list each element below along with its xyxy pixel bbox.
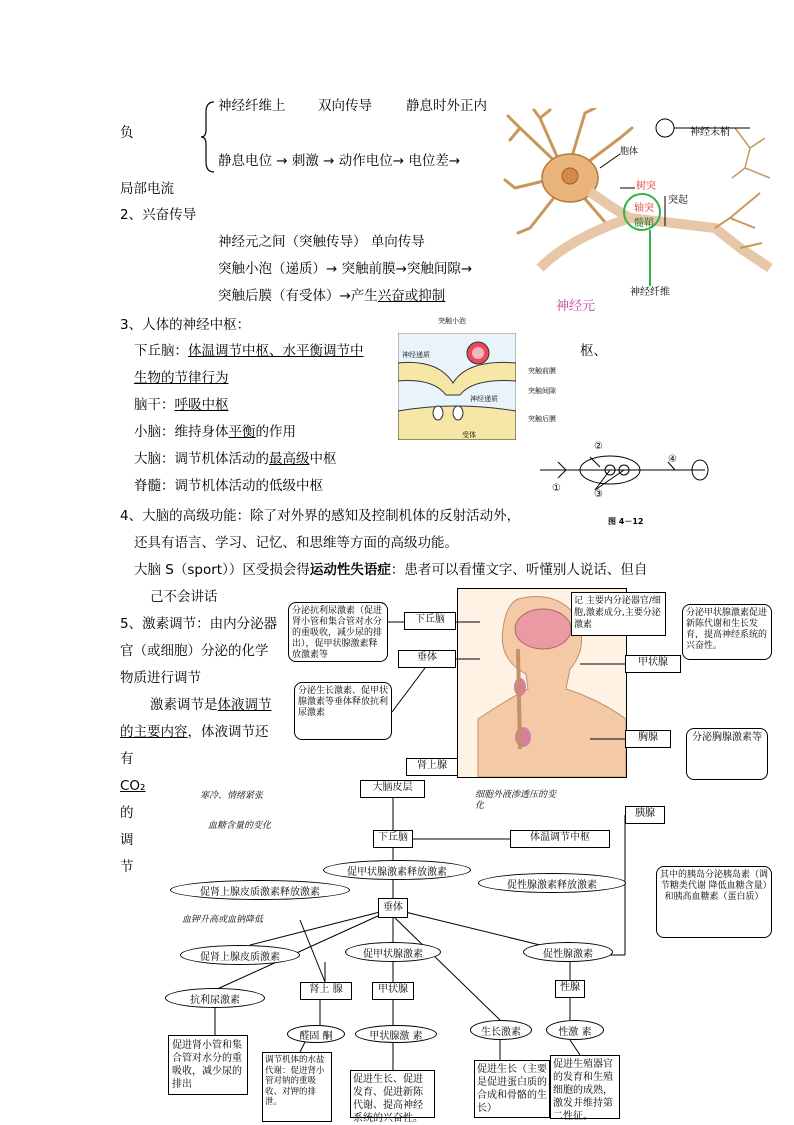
flow-adh: 抗利尿激素 bbox=[165, 988, 265, 1008]
flow-gh-fn: 促进生长（主要是促进蛋白质的合成和骨骼的生长） bbox=[474, 1060, 550, 1118]
s4-line1: 4、大脑的高级功能：除了对外界的感知及控制机体的反射活动外， bbox=[120, 508, 521, 524]
flow-thyroid: 甲状腺 bbox=[372, 982, 414, 1000]
flow-osmotic: 细胞外液渗透压的变化 bbox=[475, 790, 557, 811]
endo-adrenal: 肾上腺 bbox=[406, 758, 458, 776]
flow-tsh: 促甲状腺激素 bbox=[345, 942, 441, 962]
label-nerve-ending: 神经末梢 bbox=[690, 127, 730, 138]
reflex-3: ③ bbox=[594, 489, 603, 500]
endo-pituitary: 垂体 bbox=[398, 650, 456, 668]
flow-aldosterone: 醛固 酮 bbox=[287, 1025, 345, 1043]
flow-pituitary: 垂体 bbox=[378, 898, 408, 918]
s4-line4: 己不会讲话 bbox=[150, 589, 218, 605]
label-soma: 胞体 bbox=[620, 147, 639, 157]
flow-gh: 生长激素 bbox=[470, 1020, 532, 1040]
flow-sex-fn: 促进生殖器官的发育和生殖细胞的成熟，激发并维持第二性征。 bbox=[550, 1055, 620, 1119]
reflex-arc-figure bbox=[540, 442, 715, 504]
flow-aldo-fn: 调节机体的水盐代谢：促进肾小管对钠的重吸收、对钾的排泄。 bbox=[262, 1052, 332, 1122]
label-neuron: 神经元 bbox=[556, 299, 596, 314]
syn-post: 突触后膜 bbox=[528, 415, 556, 423]
endo-hypothalamus: 下丘脑 bbox=[404, 612, 456, 630]
s5-line5: 的主要内容，体液调节还 bbox=[120, 724, 269, 740]
s5-v2: CO₂ bbox=[120, 778, 146, 794]
flow-gth: 促性腺激素 bbox=[523, 942, 613, 962]
s4-line3: 大脑 S（sport））区受损会得运动性失语症：患者可以看懂文字、听懂别人说话、但自 bbox=[134, 562, 648, 578]
s5-v4: 调 bbox=[120, 832, 134, 848]
s3-hypothalamus: 下丘脑：体温调节中枢、水平衡调节中 bbox=[134, 343, 364, 359]
s5-line4: 激素调节是体液调节 bbox=[150, 697, 272, 713]
s3-rhythm: 生物的节律行为 bbox=[134, 370, 229, 386]
reflex-2: ② bbox=[594, 441, 603, 452]
syn-transmitter: 神经递质 bbox=[402, 351, 430, 359]
s1-neg: 负 bbox=[120, 125, 134, 141]
flow-glucose: 血糖含量的变化 bbox=[208, 821, 272, 831]
s3-hypothalamus-tail: 枢、 bbox=[580, 343, 607, 359]
flow-th-fn: 促进生长、促进发育、促进新陈代谢、提高神经系统的兴奋性。 bbox=[350, 1070, 435, 1118]
reflex-4: ④ bbox=[668, 454, 677, 465]
syn-cleft: 突触间隙 bbox=[528, 387, 556, 395]
s2-line1: 神经元之间（突触传导） 单向传导 bbox=[218, 234, 425, 250]
callout-pituitary: 分泌生长激素、促甲状腺激素等垂体释放抗利尿激素 bbox=[294, 682, 392, 740]
label-axon: 轴突 bbox=[634, 203, 654, 214]
s5-v3: 的 bbox=[120, 805, 134, 821]
s5-v5: 节 bbox=[120, 859, 134, 875]
endo-thyroid: 甲状腺 bbox=[625, 655, 681, 673]
flow-gonad: 性腺 bbox=[555, 980, 585, 998]
s3-title: 3、人体的神经中枢： bbox=[120, 317, 251, 333]
s3-cerebellum: 小脑：维持身体平衡的作用 bbox=[134, 424, 296, 440]
reflex-1: ① bbox=[552, 483, 561, 494]
s2-line2: 突触小泡（递质）→ 突触前膜→突触间隙→ bbox=[218, 261, 473, 277]
endo-pancreas: 胰腺 bbox=[625, 806, 665, 824]
flow-hypothalamus: 下丘脑 bbox=[373, 830, 413, 848]
s2-line3: 突触后膜（有受体）→产生兴奋或抑制 bbox=[218, 288, 446, 304]
flow-th: 甲状腺激 素 bbox=[355, 1025, 437, 1043]
flow-k: 血钾升高或血钠降低 bbox=[182, 915, 264, 925]
s5-v1: 有 bbox=[120, 751, 134, 767]
flow-trh: 促甲状腺激素释放激素 bbox=[323, 860, 471, 880]
s3-brainstem: 脑干：呼吸中枢 bbox=[134, 397, 229, 413]
callout-adh: 分泌抗利尿激素（促进肾小管和集合管对水分的重吸收，减少尿的排出），促甲状腺激素释放激素等 bbox=[288, 602, 388, 662]
label-nerve-fiber: 神经纤维 bbox=[630, 287, 670, 298]
syn-pre: 突触前膜 bbox=[528, 367, 556, 375]
flow-thermo: 体温调节中枢 bbox=[510, 830, 610, 848]
s1-chain: 静息电位 → 刺激 → 动作电位→ 电位差→ bbox=[218, 153, 461, 169]
label-myelin: 髓鞘 bbox=[634, 218, 654, 229]
s5-line3: 物质进行调节 bbox=[120, 670, 201, 686]
s4-line2: 还具有语言、学习、记忆、和思维等方面的高级功能。 bbox=[134, 535, 458, 551]
s1-bidirectional: 双向传导 bbox=[318, 98, 372, 114]
endocrine-note: 记 主要内分泌器官/细胞,激素成分,主要分泌激素 bbox=[571, 592, 666, 636]
reflex-caption: 图 4－12 bbox=[608, 517, 644, 526]
flow-adh-fn: 促进肾小管和集合管对水分的重吸收，减少尿的排出 bbox=[168, 1035, 248, 1095]
label-dendrite: 树突 bbox=[636, 181, 656, 192]
syn-vesicle: 突触小泡 bbox=[438, 317, 466, 325]
flow-cold: 寒冷、情绪紧张 bbox=[200, 791, 264, 801]
flow-acth: 促肾上腺皮质激素 bbox=[180, 945, 300, 965]
s5-line2: 官（或细胞）分泌的化学 bbox=[120, 643, 269, 659]
label-process: 突起 bbox=[668, 195, 688, 206]
flow-cortex: 大脑皮层 bbox=[360, 780, 425, 798]
s1-resting: 静息时外正内 bbox=[406, 98, 487, 114]
endo-thymus: 胸腺 bbox=[625, 730, 671, 748]
callout-thyroid: 分泌甲状腺激素促进新陈代谢和生长发育，提高神经系统的兴奋性。 bbox=[682, 604, 772, 660]
brace bbox=[200, 100, 216, 174]
s5-line1: 5、激素调节：由内分泌器 bbox=[120, 616, 278, 632]
flow-gnrh: 促性腺激素释放激素 bbox=[478, 873, 626, 893]
s3-spinal: 脊髓：调节机体活动的低级中枢 bbox=[134, 478, 323, 494]
s2-title: 2、兴奋传导 bbox=[120, 207, 197, 223]
callout-thymus: 分泌胸腺激素等 bbox=[686, 728, 768, 780]
callout-pancreas: 其中的胰岛分泌胰岛素（调节糖类代谢 降低血糖含量）和胰高血糖素（蛋白质） bbox=[656, 866, 772, 938]
s1-chain-end: 局部电流 bbox=[120, 181, 174, 197]
flow-sex: 性激 素 bbox=[546, 1020, 604, 1040]
flow-adrenal: 肾上 腺 bbox=[300, 982, 352, 1000]
syn-transmitter2: 神经递质 bbox=[470, 395, 498, 403]
syn-receptor: 受体 bbox=[462, 431, 476, 439]
flow-crh: 促肾上腺皮质激素释放激素 bbox=[170, 880, 350, 900]
s1-fiber: 神经纤维上 bbox=[218, 98, 286, 114]
s3-cerebrum: 大脑：调节机体活动的最高级中枢 bbox=[134, 451, 337, 467]
